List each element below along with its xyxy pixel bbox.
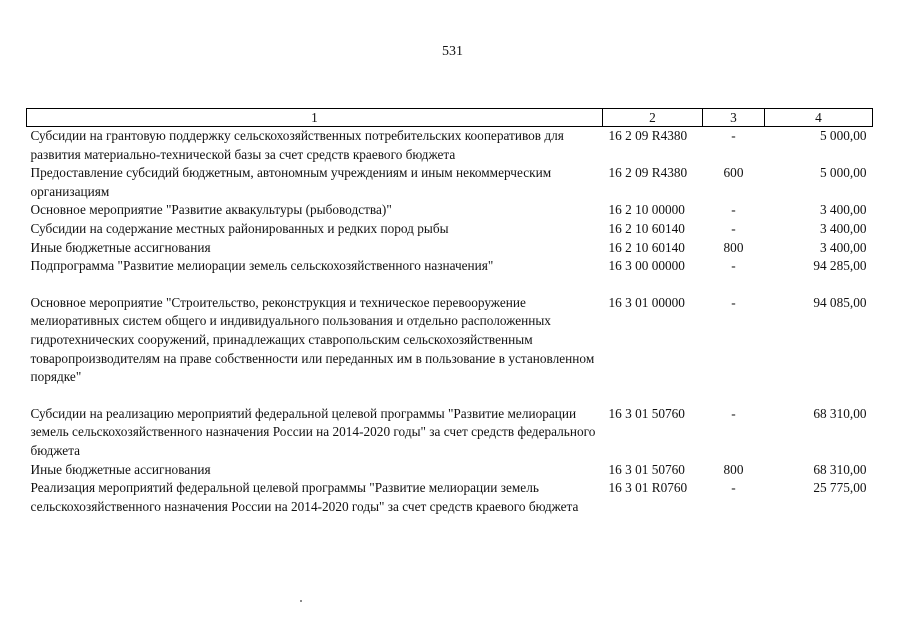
row-name: Реализация мероприятий федеральной целевой программы "Развитие мелиорации земель сельскохозяйственного назначения России на 2014-2020 годы" за счет средств краевого бюджета	[30, 480, 579, 514]
row-amount: 94 285,00	[813, 258, 867, 274]
row-type: -	[731, 128, 736, 143]
header-col-3: 3	[703, 109, 765, 127]
table-row	[27, 461, 873, 480]
row-type: -	[731, 220, 736, 236]
scan-speck	[300, 600, 302, 602]
table-row	[27, 201, 873, 220]
header-col-2: 2	[603, 109, 703, 127]
row-amount: 5 000,00	[819, 165, 867, 181]
row-amount: 68 310,00	[813, 405, 867, 421]
table-row	[27, 294, 873, 405]
table-row	[27, 479, 873, 516]
row-code: 16 2 09 R4380	[608, 165, 688, 181]
row-amount: 3 400,00	[819, 220, 867, 236]
row-name: Субсидии на содержание местных районированных и редких пород рыбы	[30, 220, 449, 236]
row-name: Субсидии на реализацию мероприятий федеральной целевой программы "Развитие мелиорации земель сельскохозяйственного назначения России на 2014-2020 годы" за счет средств федерального бюджета	[30, 405, 596, 458]
row-name: Основное мероприятие "Развитие аквакультуры (рыбоводства)"	[30, 202, 392, 218]
row-code: 16 3 01 50760	[608, 405, 685, 421]
page-number: 531	[442, 44, 463, 59]
row-code: 16 2 10 60140	[608, 220, 685, 236]
row-code: 16 3 01 R0760	[608, 480, 688, 496]
row-amount: 25 775,00	[813, 480, 867, 496]
row-name: Иные бюджетные ассигнования	[30, 461, 211, 477]
row-code: 16 2 10 00000	[608, 202, 685, 218]
table-row	[27, 220, 873, 239]
row-code: 16 3 00 00000	[608, 258, 685, 274]
row-amount: 68 310,00	[813, 461, 867, 477]
row-type: 800	[723, 239, 744, 255]
budget-table	[26, 108, 873, 516]
table-row	[27, 257, 873, 294]
row-name: Иные бюджетные ассигнования	[30, 239, 211, 255]
row-amount: 94 085,00	[813, 294, 867, 310]
budget-table-container	[26, 108, 872, 516]
row-name: Основное мероприятие "Строительство, реконструкция и техническое перевооружение мелиоративных систем общего и индивидуального пользования и отдельно расположенных гидротехнических сооружений, принадлежащих ставропольским сельскохозяйственным товаропроизводителям на праве собственности или переданных им в пользование в установленном порядке"	[30, 294, 595, 385]
header-col-1: 1	[27, 109, 603, 127]
row-type: -	[731, 480, 736, 496]
table-row	[27, 239, 873, 258]
row-type: 600	[723, 165, 744, 181]
table-body	[27, 127, 873, 517]
row-name: Субсидии на грантовую поддержку сельскохозяйственных потребительских кооперативов для развития материально-технической базы за счет средств краевого бюджета	[30, 128, 564, 162]
row-code: 16 3 01 50760	[608, 461, 685, 477]
table-header	[27, 109, 873, 127]
row-type: -	[731, 258, 736, 274]
header-col-4: 4	[765, 109, 873, 127]
row-type: -	[731, 294, 736, 310]
row-type: -	[731, 405, 736, 421]
row-amount: 3 400,00	[819, 239, 867, 255]
row-amount: 5 000,00	[819, 128, 867, 143]
row-type: -	[731, 202, 736, 218]
row-type: 800	[723, 461, 744, 477]
row-code: 16 2 10 60140	[608, 239, 685, 255]
table-row	[27, 164, 873, 201]
row-name: Предоставление субсидий бюджетным, автономным учреждениям и иным некоммерческим организациям	[30, 165, 552, 199]
table-header-row	[27, 109, 873, 127]
table-row	[27, 127, 873, 165]
row-code: 16 3 01 00000	[608, 294, 685, 310]
row-code: 16 2 09 R4380	[608, 128, 688, 143]
row-name: Подпрограмма "Развитие мелиорации земель сельскохозяйственного назначения"	[30, 258, 494, 274]
row-amount: 3 400,00	[819, 202, 867, 218]
table-row	[27, 405, 873, 461]
